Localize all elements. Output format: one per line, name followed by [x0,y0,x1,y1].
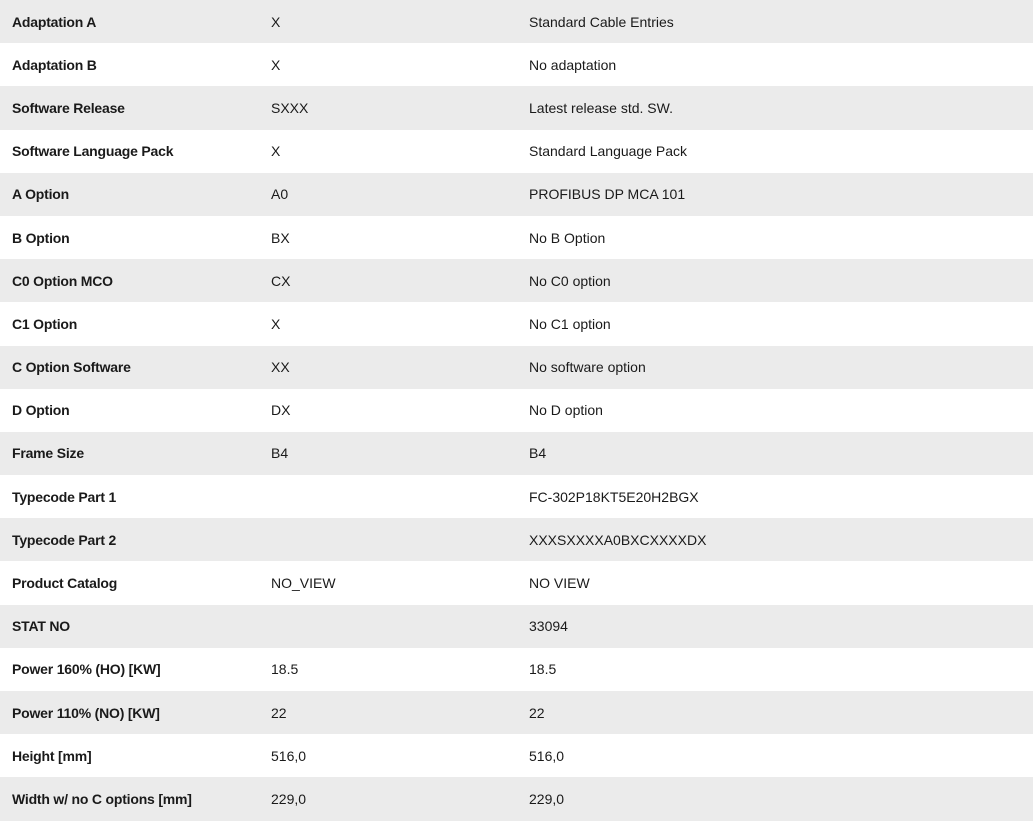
row-name: Width w/ no C options [mm] [12,790,192,807]
table-row [0,518,1033,561]
table-row [0,216,1033,259]
row-code: XX [271,359,290,376]
row-name: Adaptation A [12,13,97,30]
row-description: Standard Cable Entries [529,13,674,30]
row-name: C0 Option MCO [12,272,113,289]
table-row [0,734,1033,777]
row-code: B4 [271,445,289,462]
row-description: 516,0 [529,747,565,764]
row-description: Standard Language Pack [529,143,688,160]
row-description: Latest release std. SW. [529,99,673,116]
row-description: PROFIBUS DP MCA 101 [529,186,686,203]
row-name: Typecode Part 2 [12,531,117,548]
row-code: X [271,56,281,73]
table-row [0,648,1033,691]
table-row [0,389,1033,432]
row-name: STAT NO [12,618,70,635]
row-code: DX [271,402,291,419]
row-name: Power 160% (HO) [KW] [12,661,161,678]
row-code: A0 [271,186,289,203]
table-row [0,0,1033,43]
row-name: C Option Software [12,359,131,376]
row-name: A Option [12,186,69,203]
row-description: No C0 option [529,272,611,289]
row-description: XXXSXXXXA0BXCXXXXDX [529,531,707,548]
table-row [0,605,1033,648]
table-row [0,475,1033,518]
row-description: NO VIEW [529,575,590,592]
table-row [0,777,1033,820]
table-row [0,130,1033,173]
row-name: Product Catalog [12,575,118,592]
row-code: NO_VIEW [271,575,336,592]
row-name: Power 110% (NO) [KW] [12,704,160,721]
row-code [271,518,529,561]
row-code: BX [271,229,290,246]
row-description: No B Option [529,229,606,246]
row-description: B4 [529,445,547,462]
table-row [0,173,1033,216]
row-description: No C1 option [529,315,611,332]
row-code [271,475,529,518]
row-code: 516,0 [271,747,307,764]
row-code: CX [271,272,291,289]
row-name: C1 Option [12,315,78,332]
row-name: Adaptation B [12,56,97,73]
row-name: Frame Size [12,445,84,462]
row-description: 22 [529,704,545,721]
row-name: D Option [12,402,70,419]
table-row [0,86,1033,129]
table-row [0,346,1033,389]
table-row [0,302,1033,345]
row-name: B Option [12,229,70,246]
table-row [0,691,1033,734]
row-description: 18.5 [529,661,557,678]
row-description: 229,0 [529,790,565,807]
row-code: 229,0 [271,790,307,807]
row-name: Software Release [12,99,125,116]
row-description: 33094 [529,618,568,635]
row-description: No software option [529,359,646,376]
row-description: No D option [529,402,603,419]
table-row [0,43,1033,86]
row-code: 18.5 [271,661,299,678]
row-code: 22 [271,704,287,721]
row-code: SXXX [271,99,309,116]
row-description: No adaptation [529,56,617,73]
table-row [0,561,1033,604]
row-name: Software Language Pack [12,143,174,160]
row-description: FC-302P18KT5E20H2BGX [529,488,699,505]
row-code: X [271,13,281,30]
row-name: Height [mm] [12,747,92,764]
row-name: Typecode Part 1 [12,488,117,505]
row-code [271,605,529,648]
table-row [0,259,1033,302]
row-code: X [271,315,281,332]
table-row [0,432,1033,475]
row-code: X [271,143,281,160]
